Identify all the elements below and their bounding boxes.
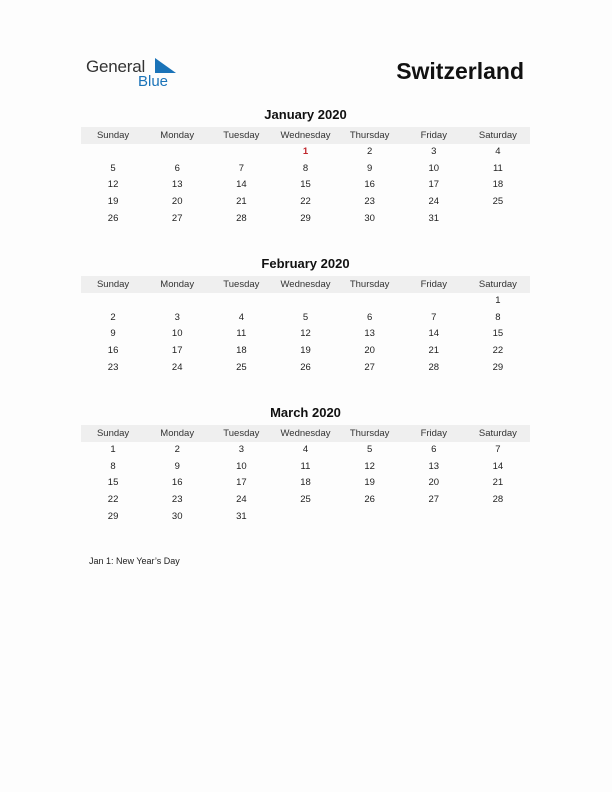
day-cell: 20	[364, 345, 375, 357]
day-cell: 14	[236, 179, 247, 191]
weekday-header	[81, 127, 530, 144]
day-cell: 1	[495, 295, 501, 306]
logo-blue-text: Blue	[138, 73, 169, 90]
weekday-label: Sunday	[96, 279, 130, 290]
day-cell: 6	[431, 444, 437, 455]
month-title: March 2020	[270, 405, 341, 420]
week-row	[81, 360, 530, 377]
day-cell: 27	[428, 494, 440, 506]
day-cell: 9	[366, 162, 373, 174]
day-cell: 25	[492, 196, 504, 208]
weekday-label: Sunday	[96, 428, 130, 439]
holiday-day-cell: 1	[302, 146, 309, 157]
day-cell: 6	[366, 311, 373, 323]
week-row	[81, 194, 530, 211]
weekday-label: Friday	[420, 130, 447, 141]
weekday-label: Wednesday	[280, 428, 331, 439]
day-cell: 13	[171, 179, 183, 191]
month-title: January 2020	[264, 107, 347, 122]
day-cell: 18	[236, 345, 247, 357]
day-cell: 24	[236, 494, 247, 506]
day-cell: 12	[300, 328, 311, 340]
day-cell: 22	[300, 196, 311, 208]
day-cell: 3	[238, 444, 244, 455]
day-cell: 23	[171, 494, 183, 506]
weekday-label: Saturday	[478, 130, 517, 141]
empty-day-cell	[273, 509, 337, 526]
day-cell: 10	[171, 328, 183, 340]
day-cell: 19	[107, 196, 119, 208]
day-cell: 11	[300, 460, 311, 472]
weekday-label: Friday	[420, 428, 447, 439]
month-january	[81, 107, 530, 227]
empty-day-cell	[273, 293, 337, 310]
logo-triangle-icon	[155, 58, 177, 74]
day-cell: 21	[492, 477, 504, 489]
empty-day-cell	[81, 293, 145, 310]
week-row	[81, 343, 530, 360]
month-grid	[81, 442, 530, 525]
day-cell: 2	[174, 444, 180, 455]
day-cell: 16	[107, 345, 119, 357]
week-row	[81, 211, 530, 228]
day-cell: 27	[171, 212, 183, 224]
week-row	[81, 442, 530, 459]
weekday-label: Wednesday	[280, 279, 331, 290]
empty-day-cell	[209, 293, 273, 310]
day-cell: 22	[107, 494, 119, 506]
day-cell: 6	[174, 162, 180, 174]
weekday-header	[81, 425, 530, 442]
week-row	[81, 459, 530, 476]
week-row	[81, 509, 530, 526]
day-cell: 23	[107, 361, 119, 373]
day-cell: 30	[364, 212, 375, 224]
day-cell: 8	[302, 162, 309, 174]
day-cell: 20	[428, 477, 440, 489]
day-cell: 26	[300, 361, 311, 373]
week-row	[81, 293, 530, 310]
day-cell: 2	[110, 311, 116, 323]
month-february	[81, 256, 530, 376]
empty-day-cell	[145, 293, 209, 310]
day-cell: 17	[428, 179, 440, 191]
day-cell: 30	[171, 510, 183, 522]
day-cell: 9	[110, 328, 116, 340]
day-cell: 31	[428, 212, 440, 224]
empty-day-cell	[209, 144, 273, 161]
weekday-label: Monday	[160, 428, 195, 439]
day-cell: 7	[238, 162, 244, 174]
day-cell: 3	[431, 146, 437, 157]
holiday-notes: Jan 1: New Year’s Day	[89, 556, 180, 566]
day-cell: 18	[300, 477, 311, 489]
day-cell: 26	[107, 212, 119, 224]
weekday-label: Friday	[420, 279, 447, 290]
day-cell: 4	[495, 146, 501, 157]
weekday-label: Saturday	[478, 279, 517, 290]
day-cell: 16	[171, 477, 183, 489]
empty-day-cell	[338, 509, 402, 526]
day-cell: 15	[492, 328, 504, 340]
week-row	[81, 492, 530, 509]
week-row	[81, 177, 530, 194]
day-cell: 29	[107, 510, 119, 522]
weekday-label: Tuesday	[223, 130, 260, 141]
empty-day-cell	[81, 144, 145, 161]
day-cell: 21	[428, 345, 440, 357]
weekday-label: Thursday	[349, 428, 390, 439]
week-row	[81, 475, 530, 492]
day-cell: 14	[492, 460, 504, 472]
day-cell: 28	[428, 361, 440, 373]
day-cell: 5	[302, 311, 309, 323]
day-cell: 17	[171, 345, 183, 357]
weekday-label: Tuesday	[223, 428, 260, 439]
day-cell: 4	[302, 444, 309, 455]
weekday-label: Monday	[160, 279, 195, 290]
day-cell: 24	[428, 196, 440, 208]
day-cell: 27	[364, 361, 375, 373]
weekday-label: Tuesday	[223, 279, 260, 290]
day-cell: 12	[364, 460, 375, 472]
day-cell: 13	[428, 460, 440, 472]
day-cell: 8	[110, 460, 116, 472]
day-cell: 17	[236, 477, 247, 489]
day-cell: 23	[364, 196, 375, 208]
empty-day-cell	[466, 211, 530, 228]
day-cell: 22	[492, 345, 504, 357]
weekday-header	[81, 276, 530, 293]
day-cell: 19	[300, 345, 311, 357]
logo-general-text: General	[86, 57, 146, 76]
week-row	[81, 161, 530, 178]
day-cell: 4	[238, 311, 244, 323]
month-grid	[81, 144, 530, 227]
day-cell: 29	[300, 212, 311, 224]
day-cell: 1	[110, 444, 116, 455]
day-cell: 18	[492, 179, 504, 191]
day-cell: 25	[236, 361, 247, 373]
empty-day-cell	[466, 509, 530, 526]
day-cell: 7	[495, 444, 501, 455]
week-row	[81, 310, 530, 327]
weekday-label: Thursday	[349, 130, 390, 141]
week-row	[81, 144, 530, 161]
day-cell: 28	[492, 494, 504, 506]
day-cell: 15	[300, 179, 311, 191]
weekday-label: Sunday	[96, 130, 130, 141]
empty-day-cell	[402, 509, 466, 526]
day-cell: 8	[495, 311, 501, 323]
day-cell: 20	[171, 196, 183, 208]
day-cell: 7	[431, 311, 437, 323]
day-cell: 29	[492, 361, 504, 373]
empty-day-cell	[402, 293, 466, 310]
day-cell: 25	[300, 494, 311, 506]
day-cell: 21	[236, 196, 247, 208]
day-cell: 12	[107, 179, 119, 191]
weekday-label: Monday	[160, 130, 195, 141]
country-title: Switzerland	[396, 58, 524, 84]
month-title: February 2020	[261, 256, 350, 271]
day-cell: 15	[107, 477, 119, 489]
day-cell: 16	[364, 179, 375, 191]
month-grid	[81, 293, 530, 376]
day-cell: 24	[171, 361, 183, 373]
generalblue-logo	[86, 57, 186, 93]
month-march	[81, 405, 530, 525]
week-row	[81, 326, 530, 343]
weekday-label: Wednesday	[280, 130, 331, 141]
day-cell: 28	[236, 212, 247, 224]
empty-day-cell	[338, 293, 402, 310]
day-cell: 11	[492, 162, 503, 174]
weekday-label: Thursday	[349, 279, 390, 290]
day-cell: 2	[366, 146, 373, 157]
day-cell: 19	[364, 477, 375, 489]
day-cell: 9	[174, 460, 180, 472]
day-cell: 14	[428, 328, 440, 340]
day-cell: 5	[366, 444, 373, 455]
day-cell: 10	[428, 162, 440, 174]
day-cell: 13	[364, 328, 375, 340]
day-cell: 11	[236, 328, 247, 340]
day-cell: 10	[236, 460, 247, 472]
day-cell: 5	[110, 162, 116, 174]
day-cell: 3	[174, 311, 180, 323]
weekday-label: Saturday	[478, 428, 517, 439]
day-cell: 26	[364, 494, 375, 506]
empty-day-cell	[145, 144, 209, 161]
day-cell: 31	[236, 510, 247, 522]
